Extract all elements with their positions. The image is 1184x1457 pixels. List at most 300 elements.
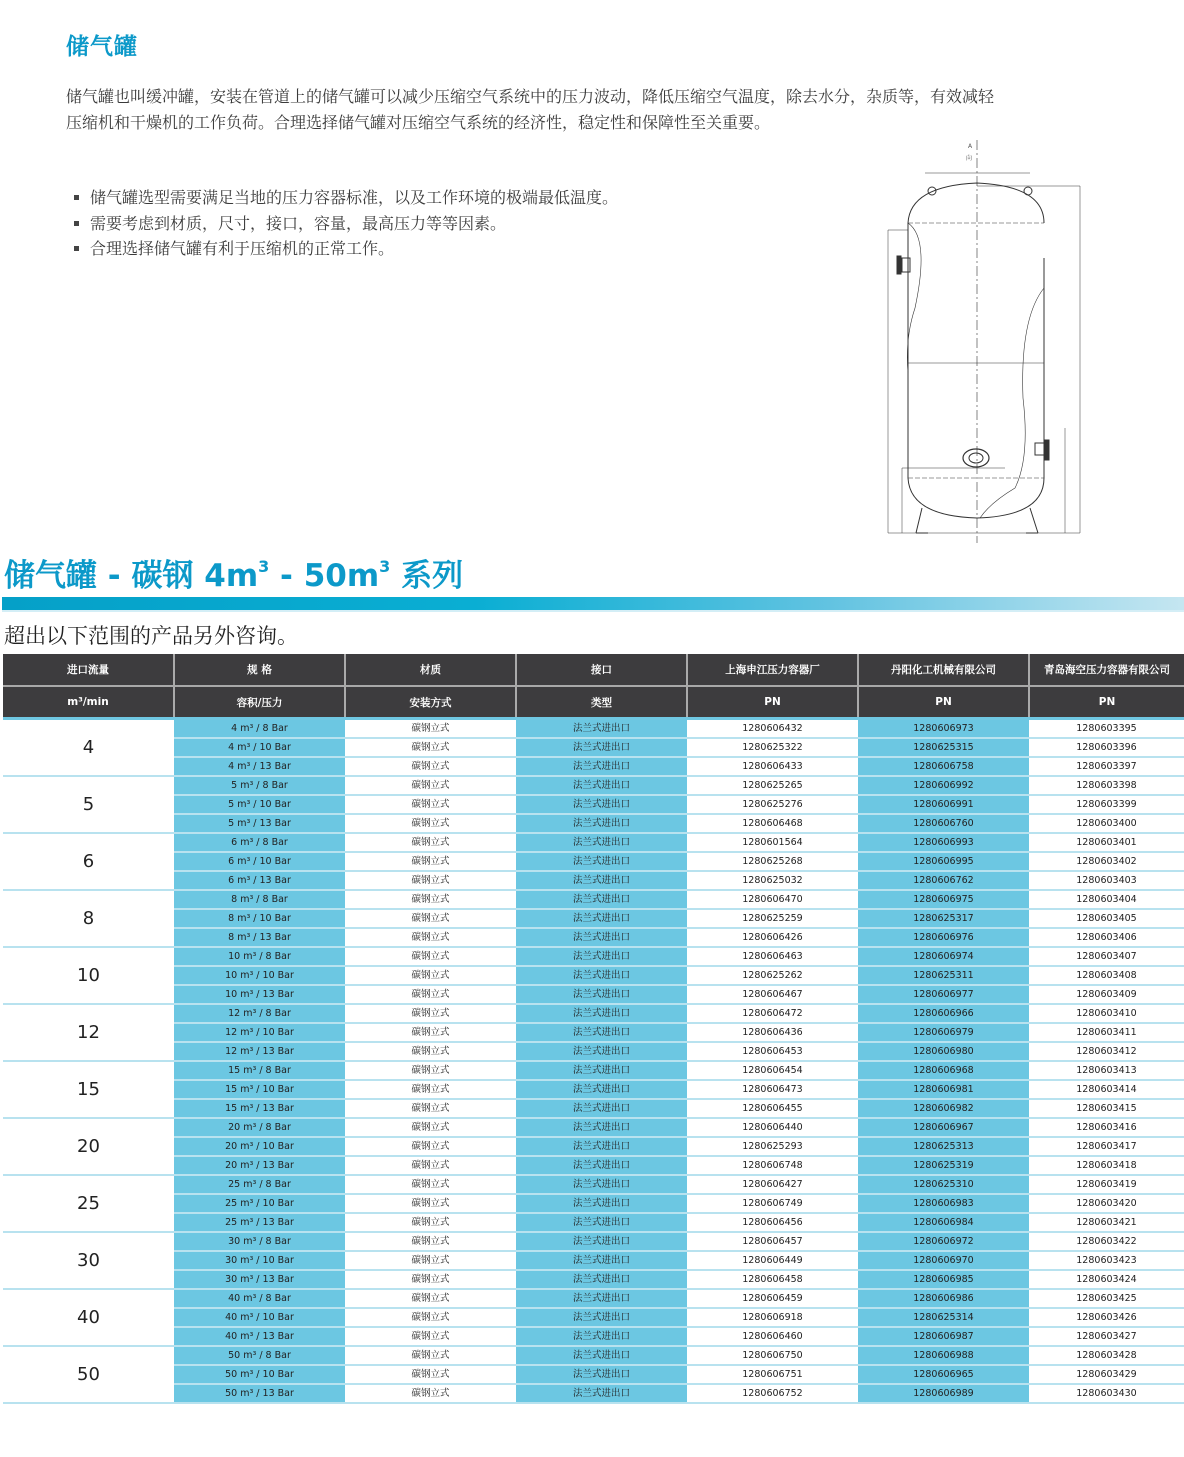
connection-cell: 法兰式进出口 — [516, 1346, 687, 1365]
connection-cell: 法兰式进出口 — [516, 1384, 687, 1403]
pn-qingdao-cell: 1280603414 — [1029, 1080, 1184, 1099]
inlet-flow-cell: 4 — [3, 719, 174, 777]
spec-cell: 40 m³ / 13 Bar — [174, 1327, 345, 1346]
pn-qingdao-cell: 1280603415 — [1029, 1099, 1184, 1118]
table-row — [3, 1118, 1184, 1137]
inlet-flow-cell: 12 — [3, 1004, 174, 1061]
pn-danyang-cell: 1280606972 — [858, 1232, 1029, 1251]
pn-danyang-cell: 1280625317 — [858, 909, 1029, 928]
connection-cell: 法兰式进出口 — [516, 1137, 687, 1156]
pn-danyang-cell: 1280606758 — [858, 757, 1029, 776]
spec-cell: 5 m³ / 10 Bar — [174, 795, 345, 814]
inlet-flow-cell: 25 — [3, 1175, 174, 1232]
pn-danyang-cell: 1280606966 — [858, 1004, 1029, 1023]
pn-shanghai-cell: 1280606472 — [687, 1004, 858, 1023]
pn-danyang-cell: 1280606965 — [858, 1365, 1029, 1384]
pn-shanghai-cell: 1280606440 — [687, 1118, 858, 1137]
material-cell: 碳钢立式 — [345, 814, 516, 833]
pn-qingdao-cell: 1280603416 — [1029, 1118, 1184, 1137]
pn-qingdao-cell: 1280603412 — [1029, 1042, 1184, 1061]
material-cell: 碳钢立式 — [345, 1251, 516, 1270]
pn-danyang-cell: 1280625310 — [858, 1175, 1029, 1194]
table-row — [3, 1023, 1184, 1042]
material-cell: 碳钢立式 — [345, 852, 516, 871]
table-row — [3, 1308, 1184, 1327]
pn-danyang-cell: 1280625313 — [858, 1137, 1029, 1156]
table-row — [3, 1365, 1184, 1384]
spec-cell: 30 m³ / 8 Bar — [174, 1232, 345, 1251]
pn-shanghai-cell: 1280606470 — [687, 890, 858, 909]
pn-shanghai-cell: 1280606459 — [687, 1289, 858, 1308]
connection-cell: 法兰式进出口 — [516, 1099, 687, 1118]
pn-shanghai-cell: 1280606456 — [687, 1213, 858, 1232]
pn-danyang-cell: 1280606995 — [858, 852, 1029, 871]
section-title: 储气罐 — [66, 34, 138, 60]
spec-cell: 12 m³ / 8 Bar — [174, 1004, 345, 1023]
material-cell: 碳钢立式 — [345, 1156, 516, 1175]
material-cell: 碳钢立式 — [345, 719, 516, 739]
pn-danyang-cell: 1280606973 — [858, 719, 1029, 739]
spec-cell: 6 m³ / 13 Bar — [174, 871, 345, 890]
pn-danyang-cell: 1280606991 — [858, 795, 1029, 814]
material-cell: 碳钢立式 — [345, 738, 516, 757]
connection-cell: 法兰式进出口 — [516, 1080, 687, 1099]
material-cell: 碳钢立式 — [345, 1308, 516, 1327]
svg-text:向: 向 — [966, 155, 973, 162]
connection-cell: 法兰式进出口 — [516, 947, 687, 966]
pn-qingdao-cell: 1280603409 — [1029, 985, 1184, 1004]
series-title-part: - 50m — [269, 558, 380, 594]
material-cell: 碳钢立式 — [345, 795, 516, 814]
spec-table — [3, 654, 1184, 1404]
spec-cell: 10 m³ / 8 Bar — [174, 947, 345, 966]
pn-danyang-cell: 1280606980 — [858, 1042, 1029, 1061]
pn-shanghai-cell: 1280601564 — [687, 833, 858, 852]
spec-cell: 20 m³ / 8 Bar — [174, 1118, 345, 1137]
col-subheader: 安装方式 — [345, 686, 516, 719]
pn-shanghai-cell: 1280606457 — [687, 1232, 858, 1251]
spec-cell: 30 m³ / 10 Bar — [174, 1251, 345, 1270]
pn-qingdao-cell: 1280603419 — [1029, 1175, 1184, 1194]
connection-cell: 法兰式进出口 — [516, 1308, 687, 1327]
connection-cell: 法兰式进出口 — [516, 738, 687, 757]
pn-shanghai-cell: 1280606918 — [687, 1308, 858, 1327]
connection-cell: 法兰式进出口 — [516, 1194, 687, 1213]
pn-shanghai-cell: 1280625265 — [687, 776, 858, 795]
pn-danyang-cell: 1280606985 — [858, 1270, 1029, 1289]
material-cell: 碳钢立式 — [345, 1346, 516, 1365]
col-subheader: m³/min — [3, 686, 174, 719]
connection-cell: 法兰式进出口 — [516, 966, 687, 985]
pn-shanghai-cell: 1280606749 — [687, 1194, 858, 1213]
pn-qingdao-cell: 1280603420 — [1029, 1194, 1184, 1213]
table-row — [3, 1384, 1184, 1403]
spec-cell: 8 m³ / 10 Bar — [174, 909, 345, 928]
pn-danyang-cell: 1280606986 — [858, 1289, 1029, 1308]
pn-danyang-cell: 1280606760 — [858, 814, 1029, 833]
table-row — [3, 1137, 1184, 1156]
intro-paragraph-line: 储气罐也叫缓冲罐，安装在管道上的储气罐可以减少压缩空气系统中的压力波动，降低压缩空气温度，除去水分，杂质等，有效减轻 — [66, 87, 995, 106]
pn-danyang-cell: 1280625319 — [858, 1156, 1029, 1175]
pn-shanghai-cell: 1280625262 — [687, 966, 858, 985]
pn-shanghai-cell: 1280606468 — [687, 814, 858, 833]
tank-technical-drawing — [880, 138, 1090, 543]
material-cell: 碳钢立式 — [345, 1004, 516, 1023]
col-subheader: 容积/压力 — [174, 686, 345, 719]
subheader-row — [3, 686, 1184, 719]
pn-qingdao-cell: 1280603404 — [1029, 890, 1184, 909]
superscript: 3 — [379, 557, 391, 576]
pn-danyang-cell: 1280606989 — [858, 1384, 1029, 1403]
connection-cell: 法兰式进出口 — [516, 1327, 687, 1346]
col-subheader: 类型 — [516, 686, 687, 719]
inlet-flow-cell: 5 — [3, 776, 174, 833]
inlet-flow-cell: 6 — [3, 833, 174, 890]
material-cell: 碳钢立式 — [345, 757, 516, 776]
connection-cell: 法兰式进出口 — [516, 1023, 687, 1042]
material-cell: 碳钢立式 — [345, 1080, 516, 1099]
pn-shanghai-cell: 1280606427 — [687, 1175, 858, 1194]
spec-cell: 20 m³ / 13 Bar — [174, 1156, 345, 1175]
connection-cell: 法兰式进出口 — [516, 1118, 687, 1137]
svg-text:A: A — [968, 143, 973, 150]
material-cell: 碳钢立式 — [345, 1042, 516, 1061]
table-row — [3, 966, 1184, 985]
selection-tips-list — [72, 185, 618, 262]
table-row — [3, 719, 1184, 739]
pn-qingdao-cell: 1280603425 — [1029, 1289, 1184, 1308]
table-row — [3, 947, 1184, 966]
pn-danyang-cell: 1280606987 — [858, 1327, 1029, 1346]
range-notice: 超出以下范围的产品另外咨询。 — [4, 624, 298, 648]
pn-danyang-cell: 1280606979 — [858, 1023, 1029, 1042]
pn-qingdao-cell: 1280603406 — [1029, 928, 1184, 947]
pn-danyang-cell: 1280606982 — [858, 1099, 1029, 1118]
table-row — [3, 1232, 1184, 1251]
table-row — [3, 1289, 1184, 1308]
table-row — [3, 833, 1184, 852]
pn-danyang-cell: 1280606975 — [858, 890, 1029, 909]
pn-shanghai-cell: 1280606750 — [687, 1346, 858, 1365]
spec-cell: 15 m³ / 8 Bar — [174, 1061, 345, 1080]
connection-cell: 法兰式进出口 — [516, 871, 687, 890]
col-header: 上海申江压力容器厂 — [687, 654, 858, 686]
connection-cell: 法兰式进出口 — [516, 795, 687, 814]
pn-qingdao-cell: 1280603402 — [1029, 852, 1184, 871]
pn-qingdao-cell: 1280603421 — [1029, 1213, 1184, 1232]
pn-shanghai-cell: 1280606748 — [687, 1156, 858, 1175]
connection-cell: 法兰式进出口 — [516, 1042, 687, 1061]
pn-qingdao-cell: 1280603400 — [1029, 814, 1184, 833]
material-cell: 碳钢立式 — [345, 1270, 516, 1289]
material-cell: 碳钢立式 — [345, 1118, 516, 1137]
material-cell: 碳钢立式 — [345, 833, 516, 852]
pn-qingdao-cell: 1280603417 — [1029, 1137, 1184, 1156]
connection-cell: 法兰式进出口 — [516, 1156, 687, 1175]
spec-cell: 8 m³ / 13 Bar — [174, 928, 345, 947]
connection-cell: 法兰式进出口 — [516, 1251, 687, 1270]
table-row — [3, 1061, 1184, 1080]
pn-qingdao-cell: 1280603430 — [1029, 1384, 1184, 1403]
pn-shanghai-cell: 1280606460 — [687, 1327, 858, 1346]
pn-qingdao-cell: 1280603410 — [1029, 1004, 1184, 1023]
connection-cell: 法兰式进出口 — [516, 833, 687, 852]
material-cell: 碳钢立式 — [345, 966, 516, 985]
spec-cell: 12 m³ / 10 Bar — [174, 1023, 345, 1042]
connection-cell: 法兰式进出口 — [516, 909, 687, 928]
pn-shanghai-cell: 1280606453 — [687, 1042, 858, 1061]
col-subheader: PN — [687, 686, 858, 719]
header-row — [3, 654, 1184, 686]
col-header: 规 格 — [174, 654, 345, 686]
pn-shanghai-cell: 1280625293 — [687, 1137, 858, 1156]
table-row — [3, 985, 1184, 1004]
pn-danyang-cell: 1280606984 — [858, 1213, 1029, 1232]
pn-danyang-cell: 1280606993 — [858, 833, 1029, 852]
material-cell: 碳钢立式 — [345, 1365, 516, 1384]
bullet-item: 合理选择储气罐有利于压缩机的正常工作。 — [72, 236, 618, 262]
bullet-item: 需要考虑到材质，尺寸，接口，容量，最高压力等等因素。 — [72, 211, 618, 237]
spec-table-body — [3, 719, 1184, 1404]
material-cell: 碳钢立式 — [345, 1137, 516, 1156]
pn-qingdao-cell: 1280603408 — [1029, 966, 1184, 985]
pn-qingdao-cell: 1280603407 — [1029, 947, 1184, 966]
spec-cell: 4 m³ / 13 Bar — [174, 757, 345, 776]
series-title-part: 储气罐 - 碳钢 4m — [4, 558, 259, 594]
table-row — [3, 776, 1184, 795]
table-row — [3, 890, 1184, 909]
spec-cell: 12 m³ / 13 Bar — [174, 1042, 345, 1061]
connection-cell: 法兰式进出口 — [516, 1061, 687, 1080]
superscript: 3 — [258, 557, 270, 576]
table-row — [3, 1080, 1184, 1099]
spec-cell: 40 m³ / 10 Bar — [174, 1308, 345, 1327]
spec-cell: 25 m³ / 10 Bar — [174, 1194, 345, 1213]
col-header: 材质 — [345, 654, 516, 686]
pn-shanghai-cell: 1280606432 — [687, 719, 858, 739]
inlet-flow-cell: 10 — [3, 947, 174, 1004]
spec-cell: 10 m³ / 10 Bar — [174, 966, 345, 985]
spec-cell: 4 m³ / 10 Bar — [174, 738, 345, 757]
table-row — [3, 1270, 1184, 1289]
table-row — [3, 1099, 1184, 1118]
pn-qingdao-cell: 1280603424 — [1029, 1270, 1184, 1289]
material-cell: 碳钢立式 — [345, 1099, 516, 1118]
pn-shanghai-cell: 1280606473 — [687, 1080, 858, 1099]
pn-shanghai-cell: 1280606436 — [687, 1023, 858, 1042]
pn-qingdao-cell: 1280603398 — [1029, 776, 1184, 795]
pn-qingdao-cell: 1280603429 — [1029, 1365, 1184, 1384]
pn-shanghai-cell: 1280625276 — [687, 795, 858, 814]
pn-qingdao-cell: 1280603411 — [1029, 1023, 1184, 1042]
intro-paragraph-line: 压缩机和干燥机的工作负荷。合理选择储气罐对压缩空气系统的经济性，稳定性和保障性至关重要。 — [66, 113, 771, 132]
spec-cell: 50 m³ / 8 Bar — [174, 1346, 345, 1365]
table-row — [3, 738, 1184, 757]
connection-cell: 法兰式进出口 — [516, 814, 687, 833]
pn-shanghai-cell: 1280606751 — [687, 1365, 858, 1384]
connection-cell: 法兰式进出口 — [516, 1175, 687, 1194]
connection-cell: 法兰式进出口 — [516, 1213, 687, 1232]
pn-qingdao-cell: 1280603413 — [1029, 1061, 1184, 1080]
spec-cell: 10 m³ / 13 Bar — [174, 985, 345, 1004]
inlet-flow-cell: 15 — [3, 1061, 174, 1118]
material-cell: 碳钢立式 — [345, 928, 516, 947]
material-cell: 碳钢立式 — [345, 871, 516, 890]
pn-danyang-cell: 1280606988 — [858, 1346, 1029, 1365]
pn-shanghai-cell: 1280606449 — [687, 1251, 858, 1270]
pn-qingdao-cell: 1280603403 — [1029, 871, 1184, 890]
spec-cell: 30 m³ / 13 Bar — [174, 1270, 345, 1289]
spec-cell: 8 m³ / 8 Bar — [174, 890, 345, 909]
spec-cell: 6 m³ / 8 Bar — [174, 833, 345, 852]
pn-qingdao-cell: 1280603422 — [1029, 1232, 1184, 1251]
pn-qingdao-cell: 1280603405 — [1029, 909, 1184, 928]
connection-cell: 法兰式进出口 — [516, 776, 687, 795]
pn-shanghai-cell: 1280606752 — [687, 1384, 858, 1403]
material-cell: 碳钢立式 — [345, 1289, 516, 1308]
pn-qingdao-cell: 1280603418 — [1029, 1156, 1184, 1175]
table-row — [3, 1156, 1184, 1175]
pn-qingdao-cell: 1280603401 — [1029, 833, 1184, 852]
table-row — [3, 852, 1184, 871]
material-cell: 碳钢立式 — [345, 1232, 516, 1251]
inlet-flow-cell: 50 — [3, 1346, 174, 1403]
material-cell: 碳钢立式 — [345, 947, 516, 966]
table-row — [3, 795, 1184, 814]
pn-shanghai-cell: 1280625322 — [687, 738, 858, 757]
pn-shanghai-cell: 1280625268 — [687, 852, 858, 871]
gradient-divider — [2, 597, 1184, 610]
connection-cell: 法兰式进出口 — [516, 1289, 687, 1308]
connection-cell: 法兰式进出口 — [516, 1365, 687, 1384]
pn-danyang-cell: 1280606970 — [858, 1251, 1029, 1270]
pn-danyang-cell: 1280606967 — [858, 1118, 1029, 1137]
pn-qingdao-cell: 1280603427 — [1029, 1327, 1184, 1346]
pn-shanghai-cell: 1280606455 — [687, 1099, 858, 1118]
material-cell: 碳钢立式 — [345, 1327, 516, 1346]
material-cell: 碳钢立式 — [345, 1384, 516, 1403]
pn-danyang-cell: 1280606983 — [858, 1194, 1029, 1213]
material-cell: 碳钢立式 — [345, 1061, 516, 1080]
connection-cell: 法兰式进出口 — [516, 852, 687, 871]
spec-cell: 25 m³ / 8 Bar — [174, 1175, 345, 1194]
material-cell: 碳钢立式 — [345, 1194, 516, 1213]
pn-qingdao-cell: 1280603423 — [1029, 1251, 1184, 1270]
connection-cell: 法兰式进出口 — [516, 719, 687, 739]
pn-danyang-cell: 1280625314 — [858, 1308, 1029, 1327]
pn-danyang-cell: 1280606976 — [858, 928, 1029, 947]
table-row — [3, 1213, 1184, 1232]
material-cell: 碳钢立式 — [345, 890, 516, 909]
material-cell: 碳钢立式 — [345, 1023, 516, 1042]
col-header: 丹阳化工机械有限公司 — [858, 654, 1029, 686]
spec-cell: 20 m³ / 10 Bar — [174, 1137, 345, 1156]
pn-qingdao-cell: 1280603428 — [1029, 1346, 1184, 1365]
table-row — [3, 1004, 1184, 1023]
pn-danyang-cell: 1280606977 — [858, 985, 1029, 1004]
series-title-part: 系列 — [390, 558, 464, 594]
table-row — [3, 1346, 1184, 1365]
pn-shanghai-cell: 1280606454 — [687, 1061, 858, 1080]
pn-shanghai-cell: 1280606426 — [687, 928, 858, 947]
pn-qingdao-cell: 1280603399 — [1029, 795, 1184, 814]
pn-shanghai-cell: 1280625032 — [687, 871, 858, 890]
inlet-flow-cell: 30 — [3, 1232, 174, 1289]
table-row — [3, 1327, 1184, 1346]
pn-danyang-cell: 1280606968 — [858, 1061, 1029, 1080]
pn-shanghai-cell: 1280606463 — [687, 947, 858, 966]
connection-cell: 法兰式进出口 — [516, 757, 687, 776]
col-subheader: PN — [858, 686, 1029, 719]
col-header: 进口流量 — [3, 654, 174, 686]
connection-cell: 法兰式进出口 — [516, 985, 687, 1004]
spec-cell: 50 m³ / 13 Bar — [174, 1384, 345, 1403]
table-row — [3, 871, 1184, 890]
bullet-item: 储气罐选型需要满足当地的压力容器标准，以及工作环境的极端最低温度。 — [72, 185, 618, 211]
pn-danyang-cell: 1280625311 — [858, 966, 1029, 985]
spec-cell: 40 m³ / 8 Bar — [174, 1289, 345, 1308]
pn-qingdao-cell: 1280603426 — [1029, 1308, 1184, 1327]
spec-cell: 5 m³ / 13 Bar — [174, 814, 345, 833]
material-cell: 碳钢立式 — [345, 776, 516, 795]
material-cell: 碳钢立式 — [345, 1175, 516, 1194]
spec-cell: 5 m³ / 8 Bar — [174, 776, 345, 795]
pn-qingdao-cell: 1280603396 — [1029, 738, 1184, 757]
table-row — [3, 1194, 1184, 1213]
connection-cell: 法兰式进出口 — [516, 890, 687, 909]
pn-danyang-cell: 1280606762 — [858, 871, 1029, 890]
col-header: 接口 — [516, 654, 687, 686]
pn-shanghai-cell: 1280606458 — [687, 1270, 858, 1289]
material-cell: 碳钢立式 — [345, 1213, 516, 1232]
connection-cell: 法兰式进出口 — [516, 1232, 687, 1251]
pn-danyang-cell: 1280625315 — [858, 738, 1029, 757]
spec-cell: 25 m³ / 13 Bar — [174, 1213, 345, 1232]
inlet-flow-cell: 20 — [3, 1118, 174, 1175]
pn-qingdao-cell: 1280603397 — [1029, 757, 1184, 776]
table-row — [3, 757, 1184, 776]
pn-danyang-cell: 1280606992 — [858, 776, 1029, 795]
series-title — [4, 550, 463, 595]
table-row — [3, 1251, 1184, 1270]
inlet-flow-cell: 8 — [3, 890, 174, 947]
spec-cell: 4 m³ / 8 Bar — [174, 719, 345, 739]
spec-cell: 50 m³ / 10 Bar — [174, 1365, 345, 1384]
col-header: 青岛海空压力容器有限公司 — [1029, 654, 1184, 686]
connection-cell: 法兰式进出口 — [516, 1270, 687, 1289]
pn-shanghai-cell: 1280625259 — [687, 909, 858, 928]
col-subheader: PN — [1029, 686, 1184, 719]
pn-shanghai-cell: 1280606433 — [687, 757, 858, 776]
intro-paragraph — [66, 84, 1126, 136]
connection-cell: 法兰式进出口 — [516, 1004, 687, 1023]
pn-danyang-cell: 1280606974 — [858, 947, 1029, 966]
spec-cell: 15 m³ / 10 Bar — [174, 1080, 345, 1099]
pn-qingdao-cell: 1280603395 — [1029, 719, 1184, 739]
pn-shanghai-cell: 1280606467 — [687, 985, 858, 1004]
table-row — [3, 909, 1184, 928]
spec-cell: 6 m³ / 10 Bar — [174, 852, 345, 871]
material-cell: 碳钢立式 — [345, 909, 516, 928]
spec-cell: 15 m³ / 13 Bar — [174, 1099, 345, 1118]
material-cell: 碳钢立式 — [345, 985, 516, 1004]
connection-cell: 法兰式进出口 — [516, 928, 687, 947]
table-row — [3, 814, 1184, 833]
table-row — [3, 928, 1184, 947]
pn-danyang-cell: 1280606981 — [858, 1080, 1029, 1099]
inlet-flow-cell: 40 — [3, 1289, 174, 1346]
table-row — [3, 1175, 1184, 1194]
